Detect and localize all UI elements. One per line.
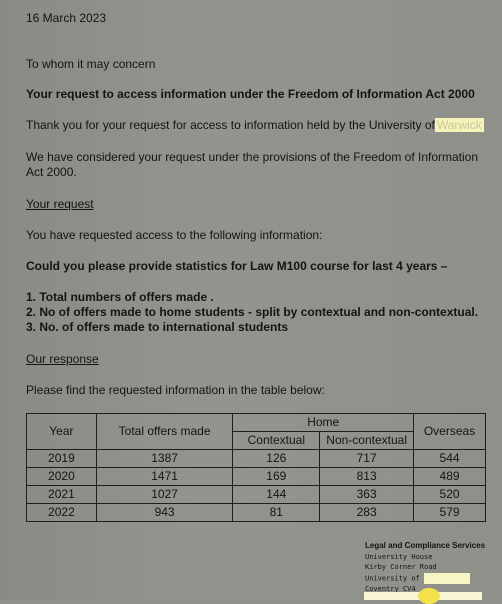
redaction-highlight xyxy=(424,573,470,584)
considered-line-1: We have considered your request under the provisions of the Freedom of Information xyxy=(26,150,479,164)
cell-year: 2021 xyxy=(27,486,97,504)
request-item-1: 1. Total numbers of offers made . xyxy=(26,290,214,304)
cell-contextual: 169 xyxy=(233,468,320,486)
request-item-2: 2. No of offers made to home students - split by contextual and non-contextual. xyxy=(26,305,479,319)
cell-overseas: 579 xyxy=(414,504,486,522)
header-overseas: Overseas xyxy=(414,414,486,450)
footer-line-3-wrap xyxy=(365,573,485,584)
thanks-text: Thank you for your request for access to information held by the University of xyxy=(26,118,435,132)
your-request-heading: Your request xyxy=(26,197,94,211)
footer-line-1: University House xyxy=(365,552,433,561)
cell-total: 1027 xyxy=(96,486,233,504)
header-non-contextual: Non-contextual xyxy=(320,432,414,450)
highlighter-mark xyxy=(418,588,440,604)
table-row xyxy=(27,450,486,468)
subject-line: Your request to access information under the Freedom of Information Act 2000 xyxy=(26,87,475,101)
cell-non-contextual: 283 xyxy=(320,504,414,522)
footer-line-3: University of xyxy=(365,574,420,582)
cell-non-contextual: 717 xyxy=(320,450,414,468)
find-info-text: Please find the requested information in the table below: xyxy=(26,383,325,397)
cell-contextual: 81 xyxy=(233,504,320,522)
considered-line-2: Act 2000. xyxy=(26,165,77,179)
requested-access-text: You have requested access to the following information: xyxy=(26,228,323,242)
cell-year: 2020 xyxy=(27,468,97,486)
header-total-offers: Total offers made xyxy=(96,414,233,450)
table-row xyxy=(27,486,486,504)
footer-line-4: Coventry CV4 xyxy=(365,584,416,593)
footer-line-2: Kirby Corner Road xyxy=(365,563,437,571)
letter-date: 16 March 2023 xyxy=(26,11,107,25)
cell-non-contextual: 813 xyxy=(320,468,414,486)
header-home: Home xyxy=(233,414,414,432)
cell-year: 2022 xyxy=(27,504,97,522)
cell-total: 1471 xyxy=(96,468,233,486)
table-row xyxy=(27,468,486,486)
cell-total: 1387 xyxy=(96,450,233,468)
cell-overseas: 544 xyxy=(414,450,486,468)
request-item-3: 3. No. of offers made to international students xyxy=(26,320,289,334)
footer-address xyxy=(365,541,485,594)
header-contextual: Contextual xyxy=(233,432,320,450)
cell-total: 943 xyxy=(96,504,233,522)
salutation: To whom it may concern xyxy=(26,57,156,71)
offers-table xyxy=(26,413,486,522)
question-text: Could you please provide statistics for Law M100 course for last 4 years – xyxy=(26,259,448,273)
cell-non-contextual: 363 xyxy=(320,486,414,504)
cell-overseas: 520 xyxy=(414,486,486,504)
cell-contextual: 126 xyxy=(233,450,320,468)
thanks-paragraph xyxy=(26,118,484,133)
table-row xyxy=(27,504,486,522)
footer-dept: Legal and Compliance Services xyxy=(365,541,486,550)
cell-contextual: 144 xyxy=(233,486,320,504)
our-response-heading: Our response xyxy=(26,352,99,366)
cell-year: 2019 xyxy=(27,450,97,468)
header-year: Year xyxy=(27,414,97,450)
cell-overseas: 489 xyxy=(414,468,486,486)
university-name-highlight: Warwick xyxy=(436,118,482,132)
